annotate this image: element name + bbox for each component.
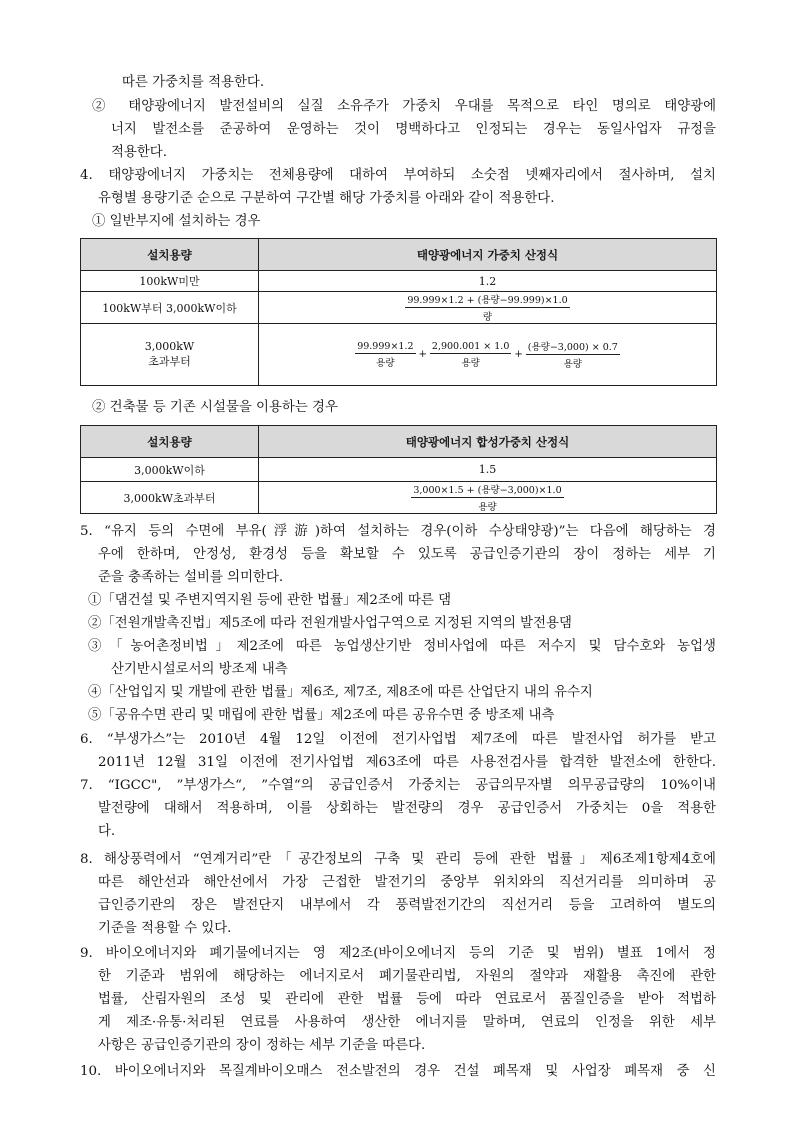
table-row [81, 292, 717, 324]
table-header-row [81, 239, 717, 271]
text-line: 게 제조·유통·처리된 연료를 사용하여 생산한 에너지를 말하며, 연료의 인정을 위한 세부 [98, 1015, 716, 1030]
capacity-cell: 100kW미만 [81, 271, 259, 292]
table-row [81, 324, 717, 386]
capacity-cell: 3,000kW이하 [81, 458, 259, 482]
text-line: 6. “부생가스”는 2010년 4월 12일 이전에 전기사업법 제7조에 따른 발전사업 허가를 받고 [80, 732, 716, 747]
text-line: 기준을 적용할 수 있다. [98, 921, 232, 936]
fraction-denominator: 용량 [478, 502, 497, 513]
fraction-numerator: (용량−3,000) × 0.7 [526, 339, 620, 355]
capacity-cell: 100kW부터 3,000kW이하 [81, 292, 259, 324]
fraction-numerator: 99.999×1.2 + (용량−99.999)×1.0 [405, 292, 569, 308]
capacity-cell [81, 324, 259, 386]
fraction-denominator: 용량 [563, 359, 582, 370]
capacity-line: 초과부터 [148, 355, 191, 368]
text-line: 9. 바이오에너지와 폐기물에너지는 영 제2조(바이오에너지 등의 기준 및 범위) 별표 1에서 정 [80, 946, 716, 961]
formula-cell: 1.2 [259, 271, 717, 292]
fraction-numerator: 99.999×1.2 [357, 340, 414, 352]
text-line: 발전량에 대해서 적용하며, 이를 상회하는 발전량의 경우 공급인증서 가중치는 0을 적용한 [98, 801, 716, 816]
formula-cell [259, 324, 717, 386]
fraction [430, 341, 511, 369]
text-line: ② 태양광에너지 발전설비의 실질 소유주가 가중치 우대를 목적으로 타인 명의로 태양광에 [92, 99, 716, 114]
text-line: ④「산업입지 및 개발에 관한 법률」제6조, 제7조, 제8조에 따른 산업단지 내의 유수지 [88, 685, 593, 700]
table-row [81, 482, 717, 514]
text-line: 적용한다. [111, 145, 167, 160]
plus-sign: + [514, 349, 523, 360]
column-header-formula: 태양광에너지 합성가중치 산정식 [259, 426, 717, 458]
fraction-numerator: 2,900.001 × 1.0 [431, 340, 510, 352]
text-line: 7. “IGCC", ”부생가스“, ”수열“의 공급인증서 가중치는 공급의무자별 의무공급량의 10%이내 [80, 778, 716, 793]
text-line: ②「전원개발촉진법」제5조에 따라 전원개발사업구역으로 지정된 지역의 발전용댐 [88, 616, 572, 631]
table-row [81, 458, 717, 482]
capacity-cell: 3,000kW초과부터 [81, 482, 259, 514]
formula-cell [259, 292, 717, 324]
text-line: ③「농어촌정비법」제2조에 따른 농업생산기반 정비사업에 따른 저수지 및 담수호와 농업생 [88, 639, 716, 654]
text-line: 한 기준과 범위에 해당하는 에너지로서 폐기물관리법, 자원의 절약과 재활용 촉진에 관한 [98, 969, 716, 984]
text-line: 우에 한하며, 안정성, 환경성 등을 확보할 수 있도록 공급인증기관의 장이 정하는 세부 기 [98, 547, 716, 562]
fraction-denominator: 량 [482, 312, 493, 323]
fraction [355, 341, 415, 369]
text-line: 2011년 12월 31일 이전에 전기사업법 제63조에 따른 사용전검사를 합격한 발전소에 한한다. [98, 755, 716, 770]
table-existing-buildings [80, 425, 717, 514]
column-header-capacity: 설치용량 [81, 426, 259, 458]
text-line: ① 일반부지에 설치하는 경우 [92, 214, 261, 229]
capacity-line: 3,000kW [144, 340, 195, 353]
text-line: 산기반시설로서의 방조제 내측 [111, 662, 288, 677]
plus-sign: + [418, 349, 427, 360]
text-line: 4. 태양광에너지 가중치는 전체용량에 대하여 부여하되 소숫점 넷째자리에서 절사하며, 설치 [80, 168, 716, 183]
text-line: 따른 가중치를 적용한다. [122, 75, 265, 90]
text-line: 준을 충족하는 설비를 의미한다. [98, 570, 284, 585]
table-general-site [80, 238, 717, 386]
text-line: ①「댐건설 및 주변지역지원 등에 관한 법률」제2조에 따른 댐 [88, 593, 452, 608]
fraction-denominator: 용량 [461, 357, 480, 369]
text-line: 급인증기관의 장은 발전단지 내부에서 각 풍력발전기간의 직선거리 등을 고려하여 별도의 [98, 898, 716, 913]
text-line: 5. “유지 등의 수면에 부유(浮游)하여 설치하는 경우(이하 수상태양광)”는 다음에 해당하는 경 [80, 524, 716, 539]
text-line: 사항은 공급인증기관의 장이 정하는 세부 기준을 따른다. [98, 1038, 426, 1053]
text-line: 10. 바이오에너지와 목질계바이오매스 전소발전의 경우 건설 폐목재 및 사업장 폐목재 중 신 [80, 1064, 716, 1079]
fraction [526, 339, 620, 370]
fraction [405, 292, 569, 323]
fraction-numerator: 3,000×1.5 + (용량−3,000)×1.0 [411, 482, 563, 498]
text-line: ⑤「공유수면 관리 및 매립에 관한 법률」제2조에 따른 공유수면 중 방조제 내측 [88, 708, 555, 723]
text-line: 너지 발전소를 준공하여 운영하는 것이 명백하다고 인정되는 경우는 동일사업자 규정을 [111, 122, 716, 137]
table-row [81, 271, 717, 292]
text-line: 8. 해상풍력에서 “연계거리”란「공간정보의 구축 및 관리 등에 관한 법률」제6조제1항제4호에 [80, 852, 716, 867]
text-line: 따른 해안선과 해안선에서 가장 근접한 발전기의 중앙부 위치와의 직선거리를 의미하며 공 [98, 875, 716, 890]
fraction-denominator: 용량 [376, 357, 395, 369]
column-header-capacity: 설치용량 [81, 239, 259, 271]
text-line: 유형별 용량기준 순으로 구분하여 구간별 해당 가중치를 아래와 같이 적용한다. [98, 191, 555, 206]
table-header-row [81, 426, 717, 458]
column-header-formula: 태양광에너지 가중치 산정식 [259, 239, 717, 271]
formula-cell [259, 482, 717, 514]
formula-cell: 1.5 [259, 458, 717, 482]
subsection-existing-buildings: ② 건축물 등 기존 시설물을 이용하는 경우 [92, 400, 338, 415]
fraction [411, 482, 563, 513]
text-line: 법률, 산림자원의 조성 및 관리에 관한 법률 등에 따라 연료로서 품질인증을 받아 적법하 [98, 992, 716, 1007]
text-line: 다. [98, 824, 116, 839]
